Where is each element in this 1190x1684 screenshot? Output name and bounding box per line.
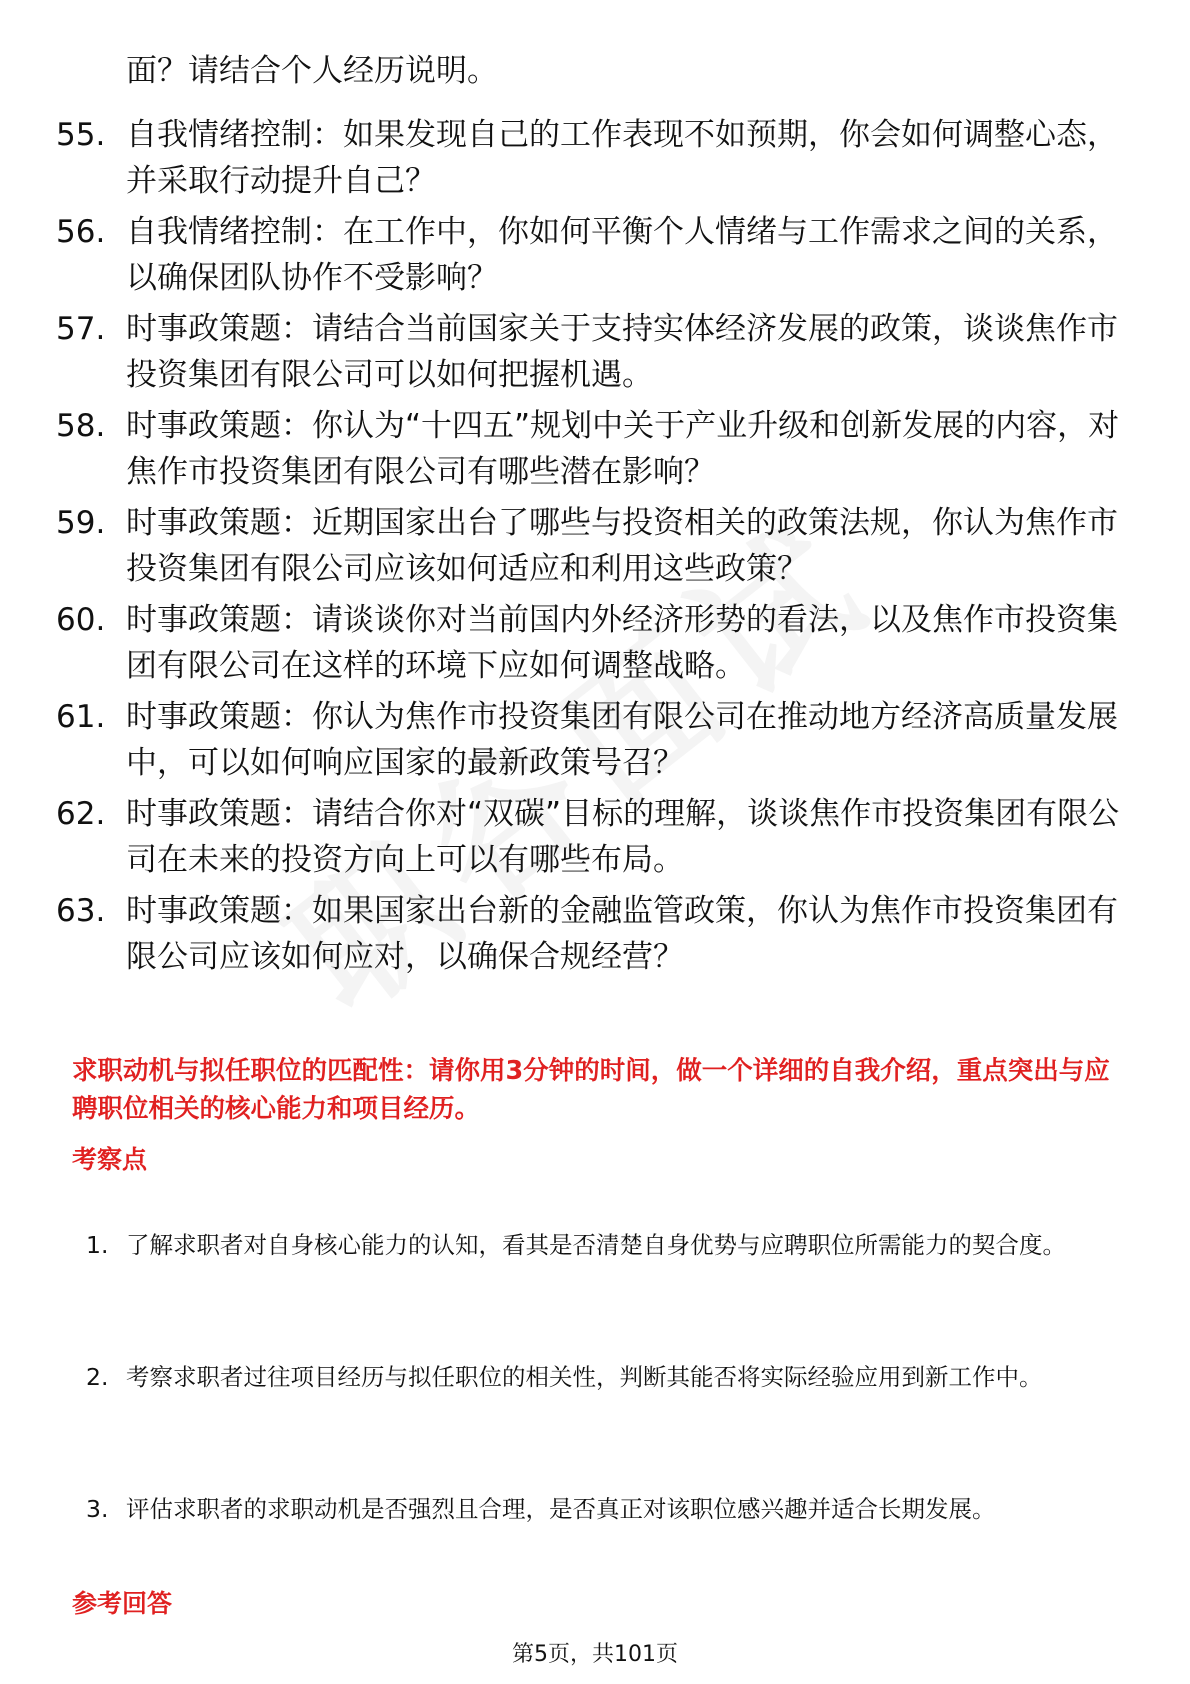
list-item [86,1476,1136,1608]
question-text: 时事政策题：你认为“十四五”规划中关于产业升级和创新发展的内容，对焦作市投资集团有限公司有哪些潜在影响？ [126,408,1120,490]
question-number: 62. [56,796,106,832]
key-points-list [86,1212,1136,1608]
question-text: 自我情绪控制：在工作中，你如何平衡个人情绪与工作需求之间的关系，以确保团队协作不受影响？ [126,214,1118,296]
continued-question-text: 面？请结合个人经历说明。 [126,53,498,89]
point-number: 2. [86,1363,109,1391]
question-number: 57. [56,311,106,347]
point-text: 了解求职者对自身核心能力的认知，看其是否清楚自身优势与应聘职位所需能力的契合度。 [126,1231,1066,1259]
question-text: 时事政策题：请谈谈你对当前国内外经济形势的看法，以及焦作市投资集团有限公司在这样的环境下应如何调整战略。 [126,602,1118,684]
list-item [56,694,1136,791]
point-number: 3. [86,1495,109,1523]
list-item [86,1344,1136,1476]
reference-answer-heading: 参考回答 [72,1589,173,1618]
list-item [56,597,1136,694]
point-text: 考察求职者过往项目经历与拟任职位的相关性，判断其能否将实际经验应用到新工作中。 [126,1363,1043,1391]
question-number: 59. [56,505,106,541]
question-text: 时事政策题：近期国家出台了哪些与投资相关的政策法规，你认为焦作市投资集团有限公司应该如何适应和利用这些政策？ [126,505,1118,587]
point-number: 1. [86,1231,109,1259]
list-item [56,306,1136,403]
question-text: 时事政策题：如果国家出台新的金融监管政策，你认为焦作市投资集团有限公司应该如何应对，以确保合规经营？ [126,893,1118,975]
question-number: 56. [56,214,106,250]
list-item [56,500,1136,597]
list-item [56,888,1136,985]
question-text: 时事政策题：请结合你对“双碳”目标的理解，谈谈焦作市投资集团有限公司在未来的投资方向上可以有哪些布局。 [126,796,1120,878]
question-number: 61. [56,699,106,735]
list-item [56,112,1136,209]
question-number: 63. [56,893,106,929]
list-item [56,791,1136,888]
question-number: 60. [56,602,106,638]
point-text: 评估求职者的求职动机是否强烈且合理，是否真正对该职位感兴趣并适合长期发展。 [126,1495,996,1523]
list-item [56,403,1136,500]
key-points-heading: 考察点 [72,1145,148,1174]
question-text: 时事政策题：你认为焦作市投资集团有限公司在推动地方经济高质量发展中，可以如何响应国家的最新政策号召？ [126,699,1118,781]
question-text: 时事政策题：请结合当前国家关于支持实体经济发展的政策，谈谈焦作市投资集团有限公司可以如何把握机遇。 [126,311,1118,393]
list-item [86,1212,1136,1344]
page-footer: 第5页，共101页 [512,1642,678,1667]
list-item [56,209,1136,306]
question-text: 自我情绪控制：如果发现自己的工作表现不如预期，你会如何调整心态，并采取行动提升自己？ [126,117,1118,199]
question-number: 58. [56,408,106,444]
question-list [56,112,1136,985]
question-number: 55. [56,117,106,153]
motivation-question: 求职动机与拟任职位的匹配性：请你用3分钟的时间，做一个详细的自我介绍，重点突出与应聘职位相关的核心能力和项目经历。 [72,1056,1110,1124]
